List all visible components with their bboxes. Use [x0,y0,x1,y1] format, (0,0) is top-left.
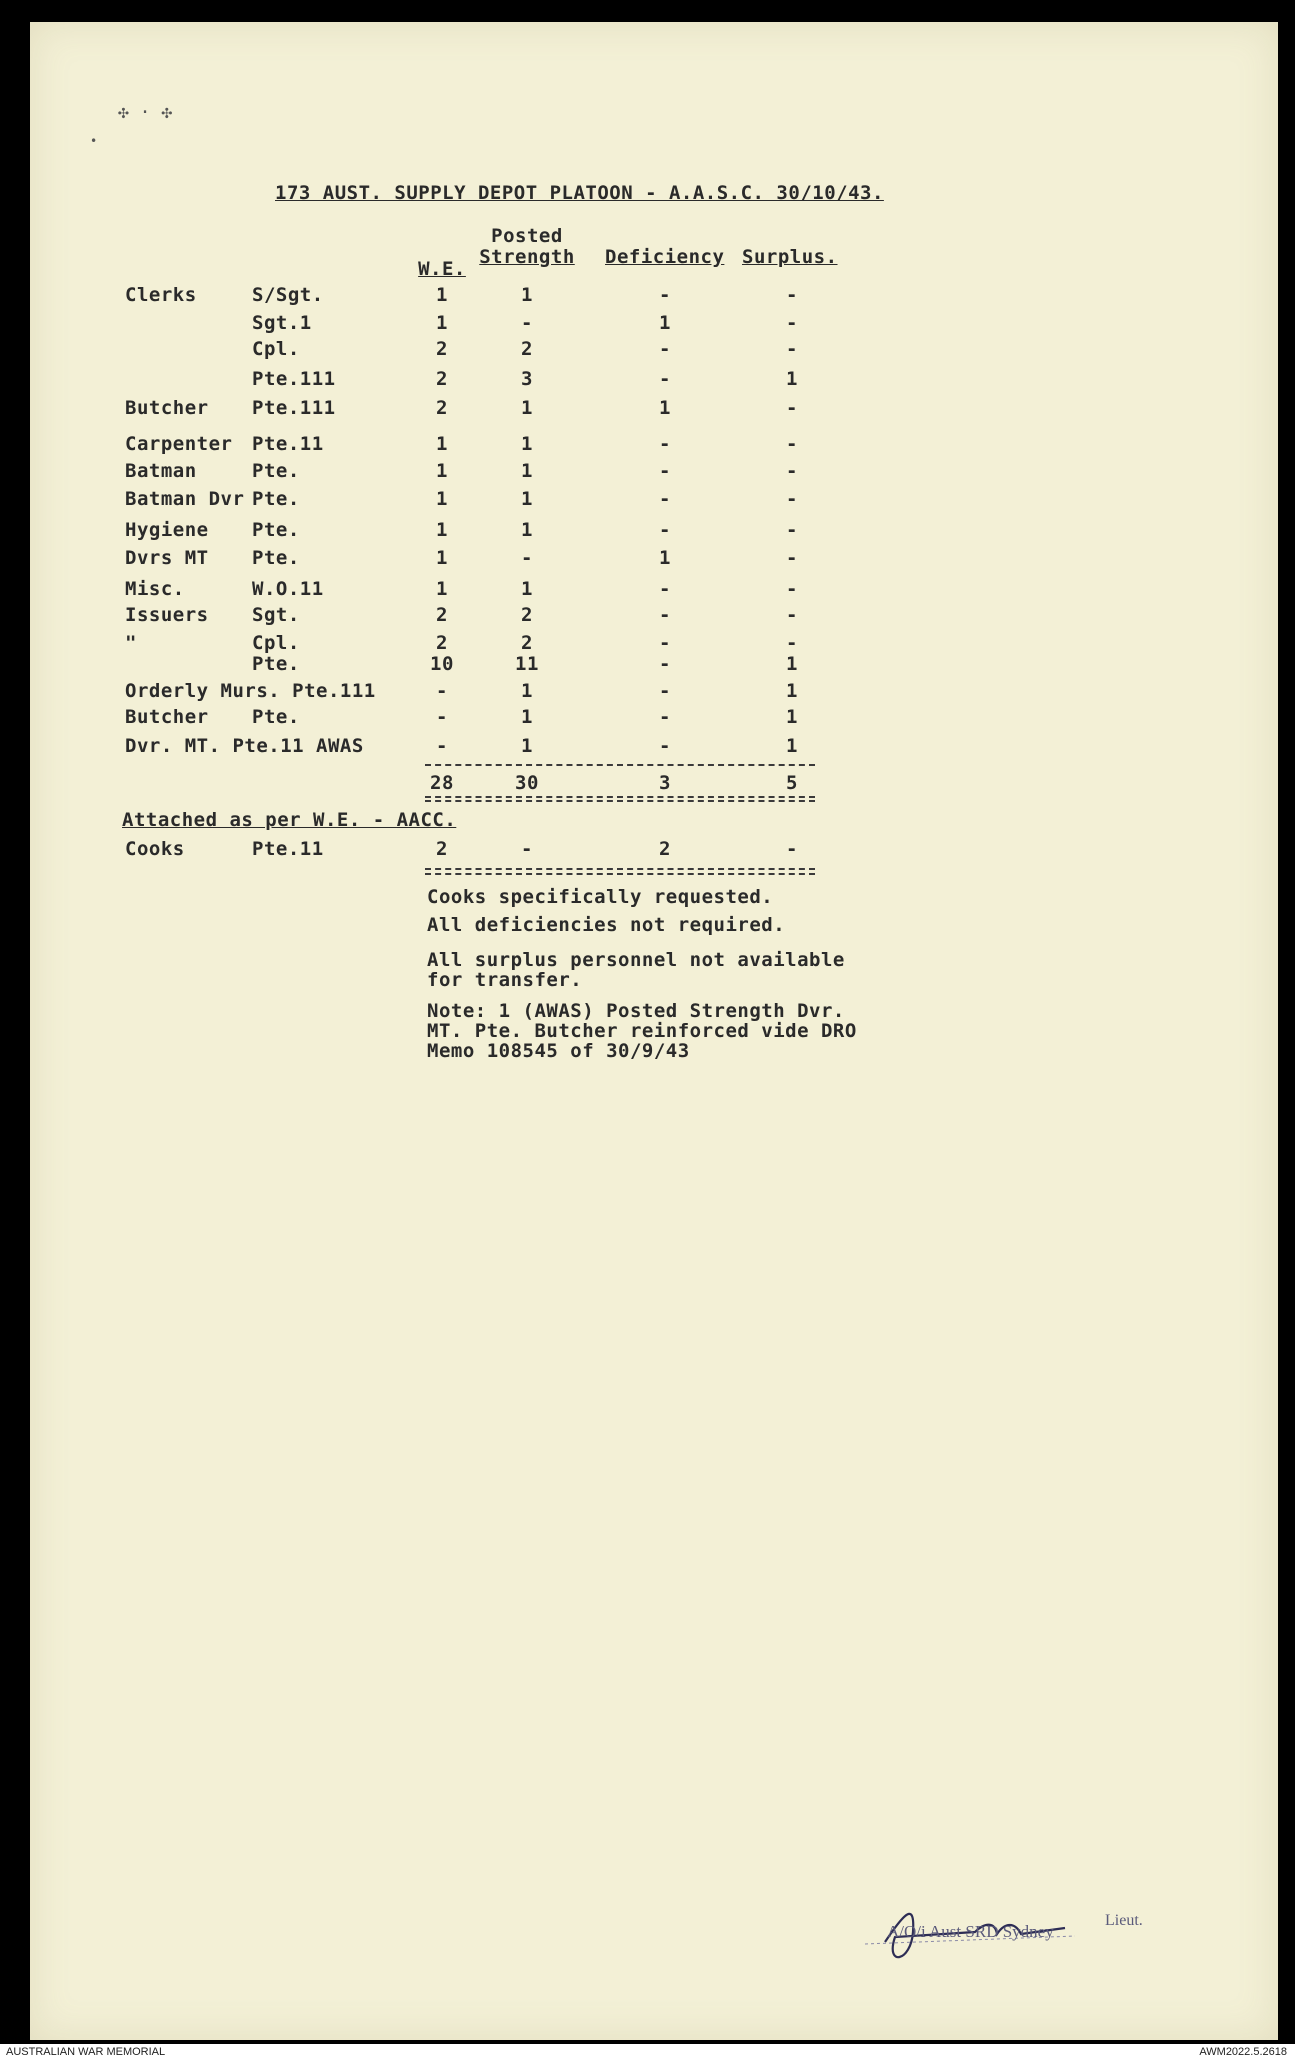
row-posted: - [521,547,533,569]
note-awas: Note: 1 (AWAS) Posted Strength Dvr. MT. Pte. Butcher reinforced vide DRO Memo 108545 of 30/9/43 [427,1000,857,1062]
row-surplus: 1 [786,735,798,757]
total-deficiency: 3 [659,772,671,794]
footer-bar [0,2044,1295,2061]
row-surplus: 1 [786,706,798,728]
row-deficiency: - [659,680,671,702]
row-posted: 1 [521,284,533,306]
row-deficiency: 1 [659,312,671,334]
note-cooks: Cooks specifically requested. [427,886,774,908]
row-surplus: - [786,547,798,569]
dot-mark: • [90,134,98,148]
row-posted: 1 [521,433,533,455]
row-we: - [436,735,448,757]
row-rank: Pte. [252,547,300,569]
row-deficiency: - [659,604,671,626]
punch-mark: ✣ · ✣ [118,102,173,123]
row-we: 1 [436,284,448,306]
header-we: W.E. [418,258,466,280]
row-role: Carpenter [125,433,233,455]
total-we: 28 [430,772,454,794]
stamp-unit: A/O/i Aust SRD Sydney [887,1922,1054,1941]
row-rank: Cpl. [252,338,300,360]
row-surplus: - [786,578,798,600]
attached-surplus: - [786,838,798,860]
header-deficiency: Deficiency [605,246,725,268]
row-posted: 3 [521,368,533,390]
row-we: 2 [436,338,448,360]
row-rank: Pte.11 [252,433,324,455]
row-rank: Pte. [252,460,300,482]
row-rank: Pte. [252,488,300,510]
row-we: 1 [436,312,448,334]
row-deficiency: - [659,284,671,306]
row-surplus: - [786,338,798,360]
row-surplus: 1 [786,680,798,702]
row-surplus: - [786,604,798,626]
row-surplus: - [786,397,798,419]
row-deficiency: - [659,653,671,675]
row-role: Batman Dvr [125,488,245,510]
row-role: Butcher [125,397,209,419]
row-posted: 1 [521,706,533,728]
row-posted: 2 [521,338,533,360]
row-posted: 1 [521,460,533,482]
row-surplus: - [786,519,798,541]
row-rank: Sgt. [252,604,300,626]
row-we: 10 [430,653,454,675]
row-rank: Pte. [252,653,300,675]
row-rank: W.O.11 [252,578,324,600]
attached-we: 2 [436,838,448,860]
attached-rank: Pte.11 [252,838,324,860]
row-deficiency: - [659,706,671,728]
row-deficiency: - [659,488,671,510]
row-posted: 1 [521,397,533,419]
row-deficiency: - [659,519,671,541]
row-surplus: 1 [786,368,798,390]
attached-rule-2 [425,873,815,875]
row-we: 1 [436,547,448,569]
row-we: - [436,706,448,728]
row-we: - [436,680,448,702]
row-surplus: - [786,433,798,455]
footer-source: AUSTRALIAN WAR MEMORIAL [6,2046,166,2058]
attached-heading: Attached as per W.E. - AACC. [122,809,457,831]
totals-rule-top [425,764,815,766]
row-posted: 2 [521,604,533,626]
row-role: Dvr. MT. Pte.11 AWAS [125,735,364,757]
stamp-rank: Lieut. [1105,1912,1143,1929]
row-we: 2 [436,368,448,390]
row-deficiency: - [659,632,671,654]
row-posted: 2 [521,632,533,654]
row-deficiency: 1 [659,397,671,419]
signature-stamp [825,1892,1185,1972]
row-surplus: - [786,488,798,510]
attached-deficiency: 2 [659,838,671,860]
total-surplus: 5 [786,772,798,794]
document-page [30,22,1278,2040]
row-role: Clerks [125,284,197,306]
row-surplus: - [786,460,798,482]
row-role: Orderly Murs. Pte.111 [125,680,376,702]
row-posted: 1 [521,735,533,757]
row-we: 1 [436,433,448,455]
row-posted: - [521,312,533,334]
row-we: 2 [436,397,448,419]
row-role: Issuers [125,604,209,626]
row-rank: Cpl. [252,632,300,654]
row-role: Butcher [125,706,209,728]
row-posted: 1 [521,680,533,702]
row-rank: Pte. [252,519,300,541]
row-surplus: - [786,284,798,306]
row-deficiency: - [659,368,671,390]
footer-id: AWM2022.5.2618 [1199,2046,1287,2058]
attached-rule-1 [425,868,815,870]
row-deficiency: - [659,735,671,757]
row-posted: 1 [521,488,533,510]
row-deficiency: - [659,578,671,600]
row-deficiency: 1 [659,547,671,569]
row-rank: Pte. [252,706,300,728]
row-deficiency: - [659,433,671,455]
totals-rule-mid [425,796,815,798]
row-role: Misc. [125,578,185,600]
row-we: 1 [436,488,448,510]
header-posted-bottom: Strength [479,246,575,268]
row-surplus: - [786,632,798,654]
totals-rule-bottom [425,800,815,802]
note-deficiencies: All deficiencies not required. [427,914,786,936]
row-deficiency: - [659,338,671,360]
header-posted-top: Posted [491,225,563,247]
total-posted: 30 [515,772,539,794]
row-deficiency: - [659,460,671,482]
row-posted: 1 [521,578,533,600]
attached-role: Cooks [125,838,185,860]
document-title: 173 AUST. SUPPLY DEPOT PLATOON - A.A.S.C. 30/10/43. [275,182,884,204]
note-surplus: All surplus personnel not available for transfer. [427,949,845,991]
row-we: 2 [436,632,448,654]
row-rank: S/Sgt. [252,284,324,306]
row-posted: 1 [521,519,533,541]
row-rank: Pte.111 [252,368,336,390]
row-we: 2 [436,604,448,626]
attached-posted: - [521,838,533,860]
row-surplus: 1 [786,653,798,675]
row-posted: 11 [515,653,539,675]
row-role: Hygiene [125,519,209,541]
row-role: " [125,632,137,654]
row-role: Batman [125,460,197,482]
row-surplus: - [786,312,798,334]
row-we: 1 [436,519,448,541]
row-rank: Pte.111 [252,397,336,419]
row-we: 1 [436,578,448,600]
row-rank: Sgt.1 [252,312,312,334]
row-we: 1 [436,460,448,482]
row-role: Dvrs MT [125,547,209,569]
header-surplus: Surplus. [742,246,838,268]
